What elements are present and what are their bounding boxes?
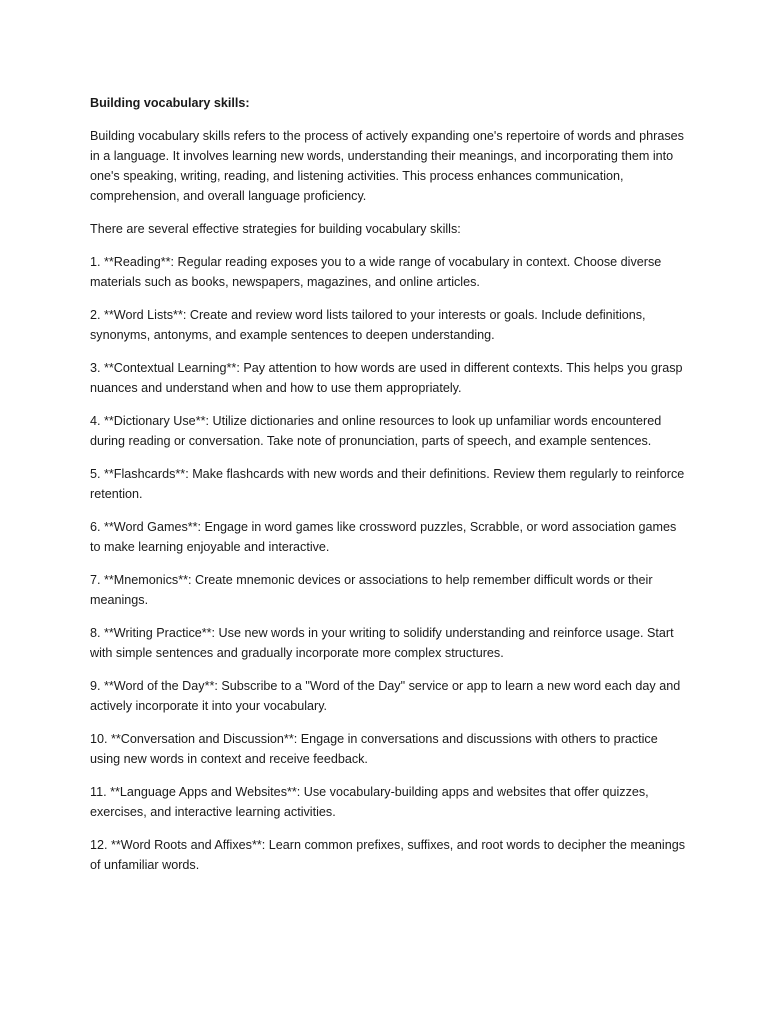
list-item: 4. **Dictionary Use**: Utilize dictionaries and online resources to look up unfamiliar words encountered during reading or conversation. Take note of pronunciation, parts of speech, and example sentences. xyxy=(90,414,662,448)
list-item: 11. **Language Apps and Websites**: Use vocabulary-building apps and websites that offer quizzes, exercises, and interactive learning activities. xyxy=(90,785,649,819)
list-item: 2. **Word Lists**: Create and review word lists tailored to your interests or goals. Include definitions, synonyms, antonyms, and example sentences to deepen understanding. xyxy=(90,308,646,342)
document-heading: Building vocabulary skills: xyxy=(90,96,250,110)
document-page xyxy=(90,93,690,888)
list-item: 12. **Word Roots and Affixes**: Learn common prefixes, suffixes, and root words to decipher the meanings of unfamiliar words. xyxy=(90,838,686,872)
list-item: 7. **Mnemonics**: Create mnemonic devices or associations to help remember difficult words or their meanings. xyxy=(90,573,653,607)
lead-paragraph: There are several effective strategies for building vocabulary skills: xyxy=(90,222,461,236)
list-item: 6. **Word Games**: Engage in word games like crossword puzzles, Scrabble, or word association games to make learning enjoyable and interactive. xyxy=(90,520,677,554)
list-item: 1. **Reading**: Regular reading exposes you to a wide range of vocabulary in context. Choose diverse materials such as books, newspapers, magazines, and online articles. xyxy=(90,255,662,289)
strategy-list xyxy=(90,252,690,875)
list-item: 5. **Flashcards**: Make flashcards with new words and their definitions. Review them regularly to reinforce retention. xyxy=(90,467,685,501)
list-item: 3. **Contextual Learning**: Pay attention to how words are used in different contexts. This helps you grasp nuances and understand when and how to use them appropriately. xyxy=(90,361,683,395)
intro-paragraph: Building vocabulary skills refers to the process of actively expanding one's repertoire of words and phrases in a language. It involves learning new words, understanding their meanings, and incorporating them into one's speaking, writing, reading, and listening activities. This process enhances communication, comprehension, and overall language proficiency. xyxy=(90,129,684,203)
list-item: 9. **Word of the Day**: Subscribe to a "Word of the Day" service or app to learn a new word each day and actively incorporate it into your vocabulary. xyxy=(90,679,681,713)
list-item: 10. **Conversation and Discussion**: Engage in conversations and discussions with others to practice using new words in context and receive feedback. xyxy=(90,732,658,766)
list-item: 8. **Writing Practice**: Use new words in your writing to solidify understanding and reinforce usage. Start with simple sentences and gradually incorporate more complex structures. xyxy=(90,626,674,660)
